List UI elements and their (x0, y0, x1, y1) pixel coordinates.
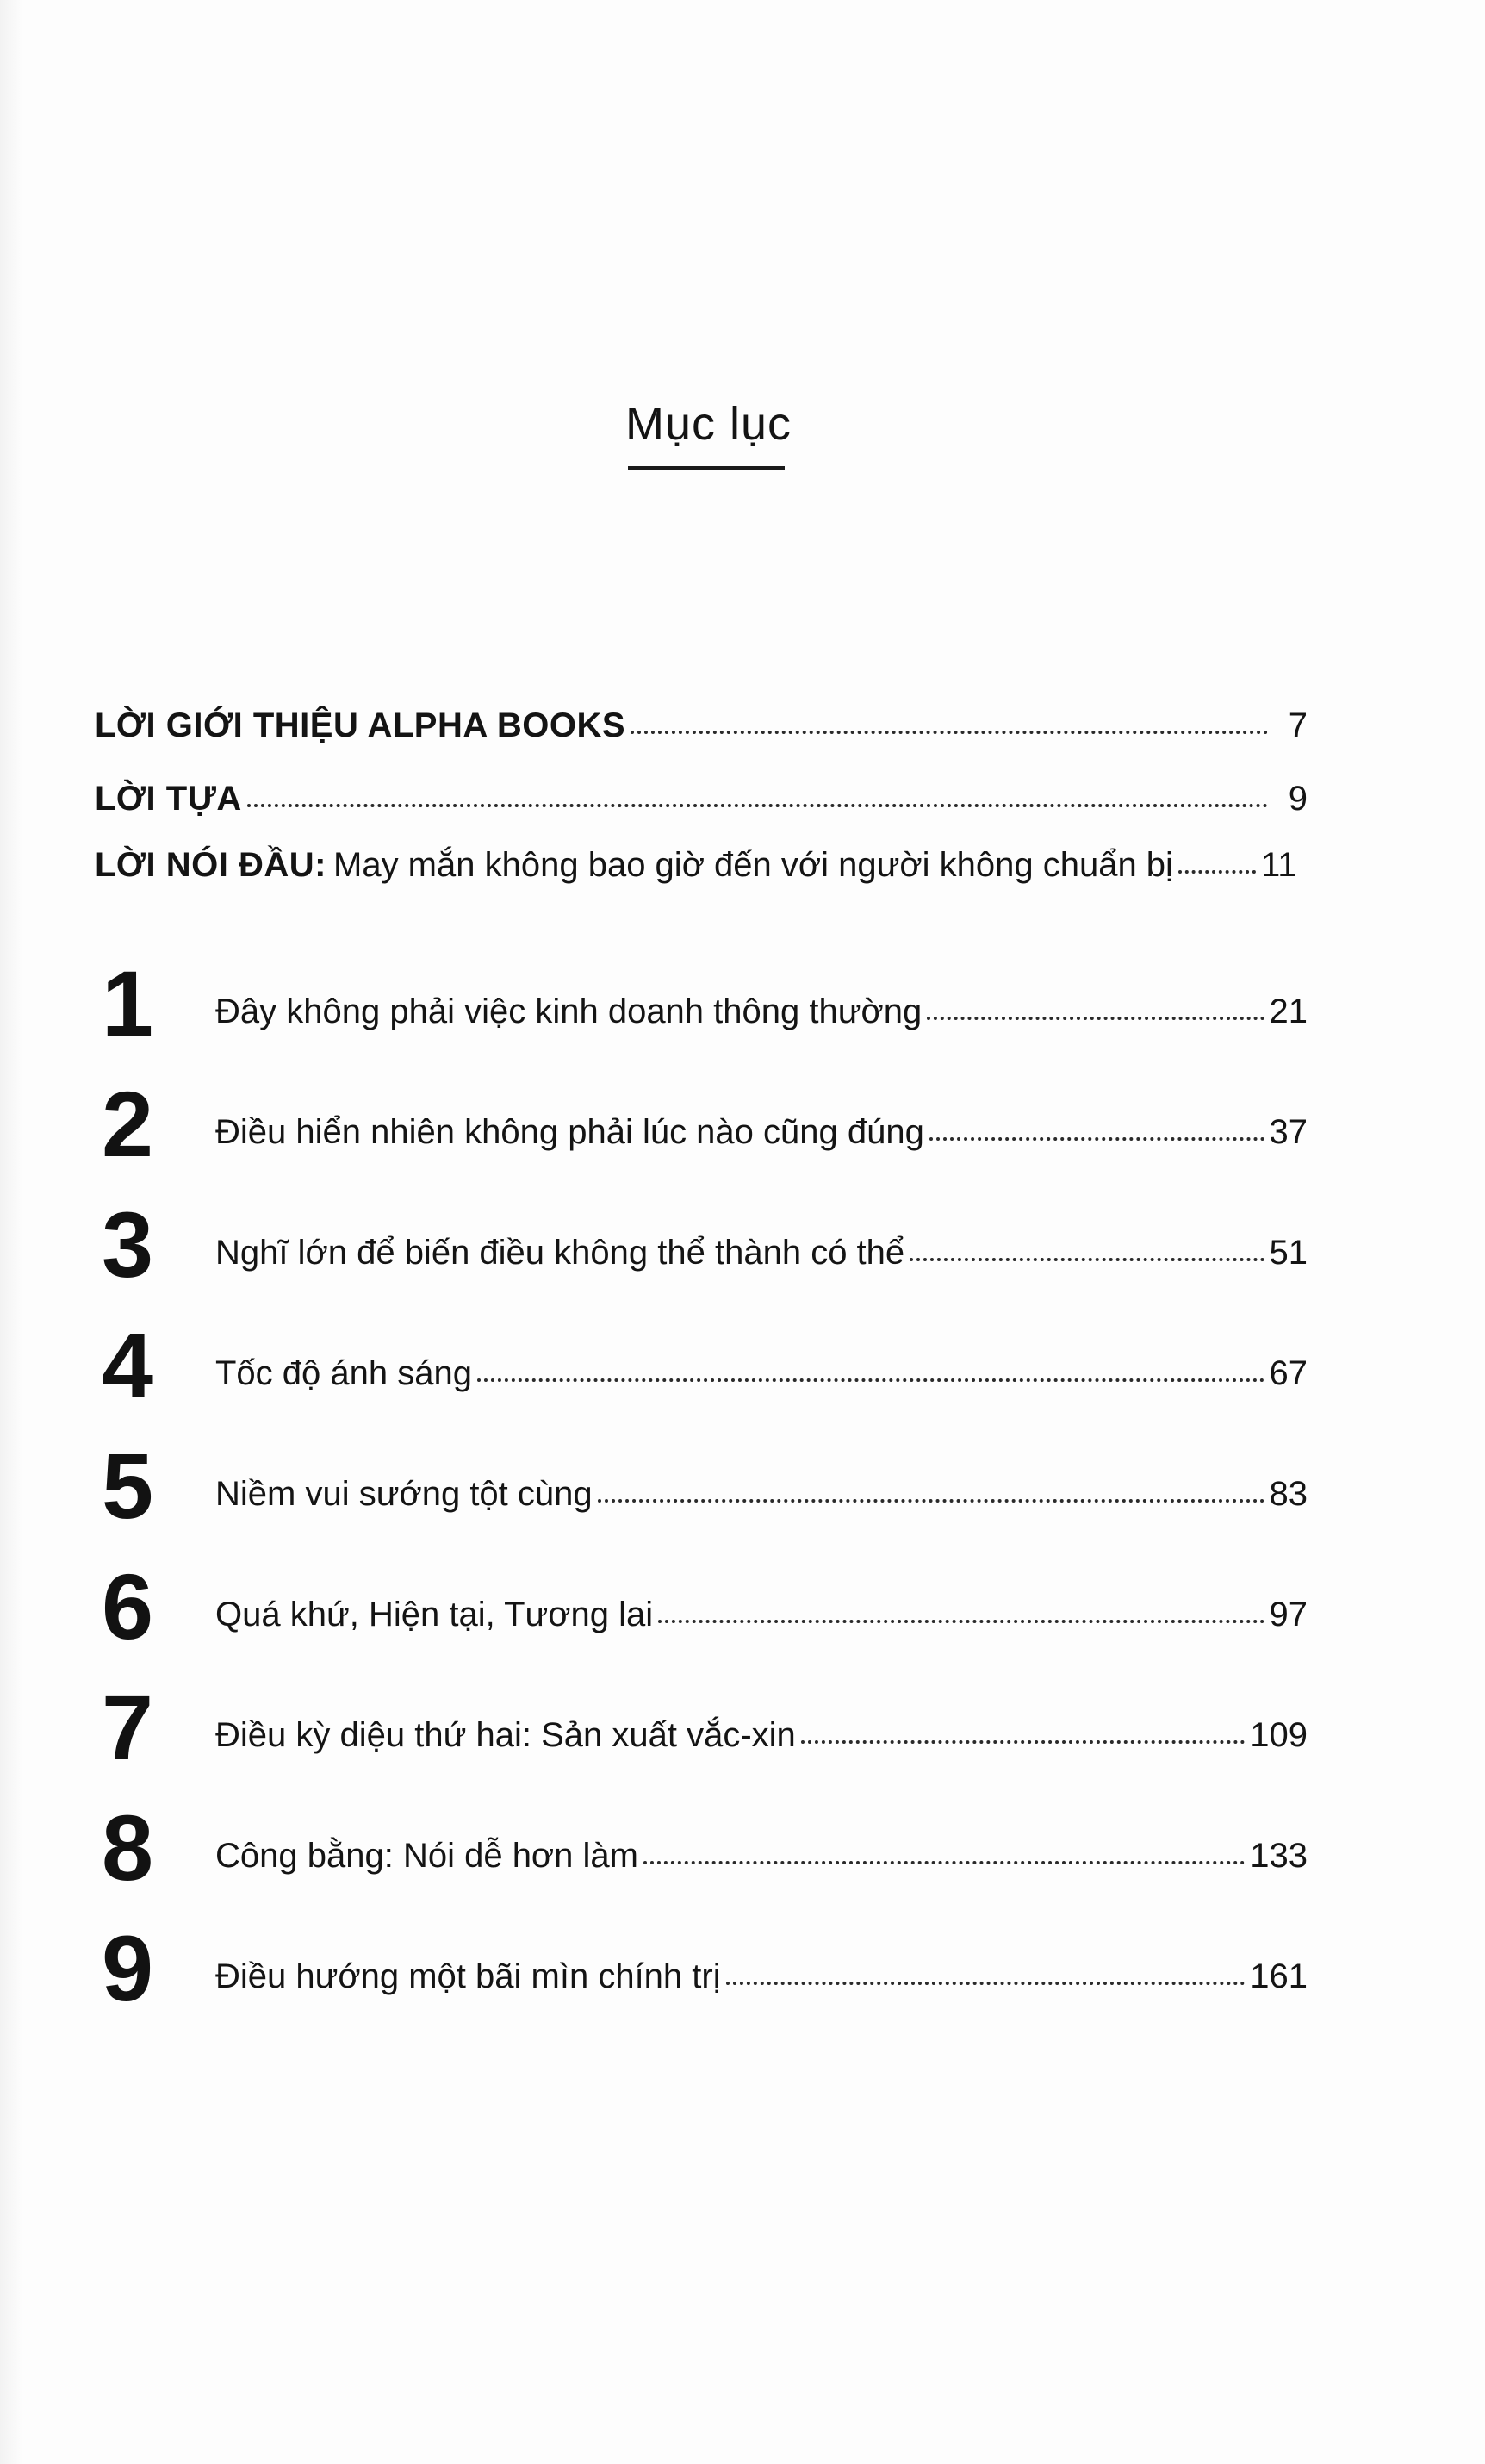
chapter-number: 4 (101, 1313, 154, 1417)
toc-page-number: 161 (1250, 1957, 1308, 1995)
chapter-title: Nghĩ lớn để biến điều không thể thành có thể (215, 1234, 905, 1272)
toc-page-number: 7 (1288, 706, 1308, 744)
chapter-title: Đây không phải việc kinh doanh thông thường (215, 992, 923, 1030)
toc-page-number: 9 (1288, 780, 1308, 818)
toc-entry-chapter-5[interactable] (215, 1475, 1308, 1514)
toc-page-number: 97 (1269, 1596, 1308, 1633)
toc-entry-chapter-1[interactable] (215, 992, 1308, 1031)
toc-page-number: 109 (1250, 1716, 1308, 1754)
toc-entry-front-foreword[interactable] (95, 846, 1308, 885)
toc-entry-chapter-4[interactable] (215, 1354, 1308, 1393)
page-edge-shadow (0, 0, 22, 2464)
toc-entry-chapter-7[interactable] (215, 1716, 1308, 1755)
chapter-number: 6 (101, 1554, 154, 1658)
toc-entry-label: LỜI GIỚI THIỆU ALPHA BOOKS (95, 706, 626, 744)
chapter-title: Điều hướng một bãi mìn chính trị (215, 1957, 721, 1995)
chapter-number: 2 (101, 1072, 154, 1176)
page-title: Mục lục (624, 398, 792, 450)
toc-entry-subtitle: May mắn không bao giờ đến với người không chuẩn bị (333, 846, 1173, 884)
toc-page-number: 83 (1269, 1475, 1308, 1513)
chapter-title: Công bằng: Nói dễ hơn làm (215, 1837, 638, 1875)
toc-entry-chapter-2[interactable] (215, 1113, 1308, 1152)
toc-entry-label: LỜI TỰA (95, 780, 242, 818)
toc-page-number: 51 (1269, 1234, 1308, 1272)
chapter-number: 8 (101, 1795, 154, 1900)
chapter-title: Tốc độ ánh sáng (215, 1354, 472, 1392)
toc-page-number: 37 (1269, 1113, 1308, 1151)
toc-page-number: 133 (1250, 1837, 1308, 1875)
chapter-number: 7 (101, 1675, 154, 1779)
toc-entry-front-intro[interactable] (95, 706, 1308, 745)
chapter-title: Niềm vui sướng tột cùng (215, 1475, 593, 1513)
chapter-number: 9 (101, 1916, 154, 2020)
title-underline (628, 466, 785, 470)
chapter-number: 3 (101, 1192, 154, 1297)
dot-leader (929, 1137, 1264, 1141)
toc-entry-chapter-6[interactable] (215, 1596, 1308, 1634)
toc-entry-chapter-3[interactable] (215, 1234, 1308, 1272)
chapter-title: Quá khứ, Hiện tại, Tương lai (215, 1596, 654, 1633)
toc-page-number: 67 (1269, 1354, 1308, 1392)
toc-page-number: 21 (1269, 992, 1308, 1030)
dot-leader (598, 1499, 1264, 1503)
dot-leader (726, 1982, 1246, 1985)
dot-leader (658, 1620, 1264, 1623)
chapter-title: Điều kỳ diệu thứ hai: Sản xuất vắc-xin (215, 1716, 796, 1754)
dot-leader (477, 1378, 1264, 1382)
dot-leader (1178, 870, 1256, 874)
chapter-number: 5 (101, 1434, 154, 1538)
chapter-number: 1 (101, 951, 154, 1055)
dot-leader (247, 804, 1268, 807)
toc-page-number: 11 (1260, 846, 1297, 884)
dot-leader (631, 731, 1268, 734)
toc-entry-chapter-9[interactable] (215, 1957, 1308, 1996)
toc-entry-chapter-8[interactable] (215, 1837, 1308, 1876)
chapter-title: Điều hiển nhiên không phải lúc nào cũng đúng (215, 1113, 924, 1151)
dot-leader (927, 1017, 1264, 1020)
toc-entry-label: LỜI NÓI ĐẦU: (95, 846, 326, 884)
dot-leader (643, 1861, 1245, 1864)
toc-entry-front-preface[interactable] (95, 780, 1308, 818)
dot-leader (801, 1740, 1245, 1744)
dot-leader (910, 1258, 1264, 1261)
